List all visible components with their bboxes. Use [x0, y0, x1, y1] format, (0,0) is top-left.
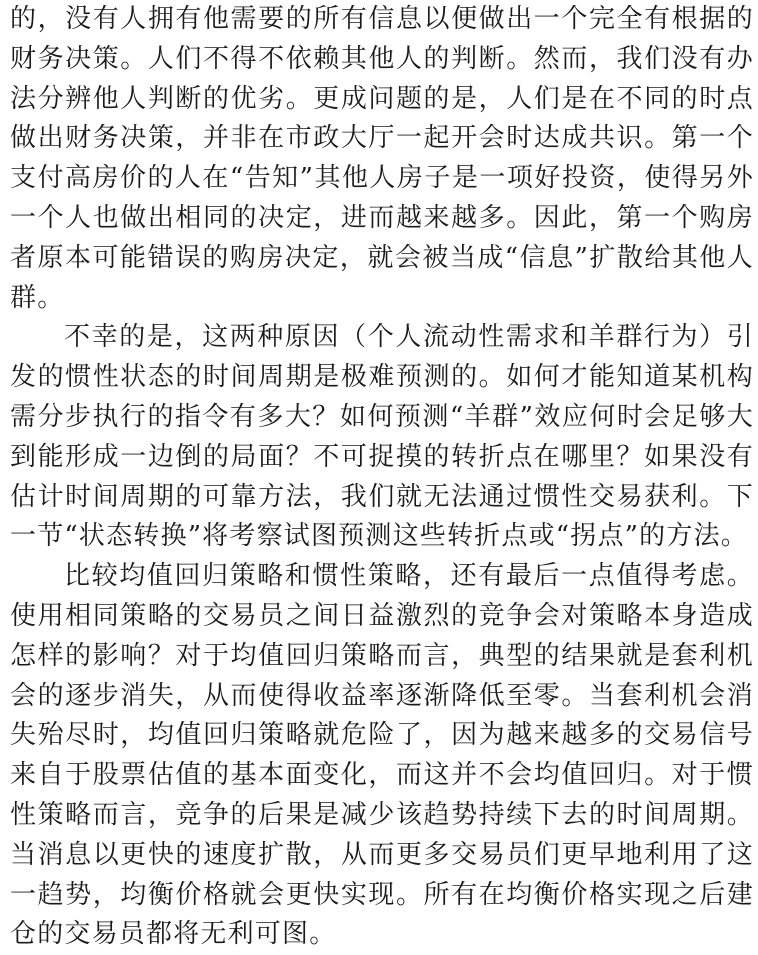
document-page — [10, 0, 754, 955]
paragraph-momentum-timing: 不幸的是，这两种原因（个人流动性需求和羊群行为）引发的惯性状态的时间周期是极难预测的。如何才能知道某机构需分步执行的指令有多大？如何预测“羊群”效应何时会足够大到能形成一边倒的局面？不可捉摸的转折点在哪里？如果没有估计时间周期的可靠方法，我们就无法通过惯性交易获利。下一节“状态转换”将考察试图预测这些转折点或“拐点”的方法。 — [10, 322, 754, 552]
paragraph-strategy-comparison: 比较均值回归策略和惯性策略，还有最后一点值得考虑。使用相同策略的交易员之间日益激烈的竞争会对策略本身造成怎样的影响？对于均值回归策略而言，典型的结果就是套利机会的逐步消失，从而使得收益率逐渐降低至零。当套利机会消失殆尽时，均值回归策略就危险了，因为越来越多的交易信号来自于股票估值的基本面变化，而这并不会均值回归。对于惯性策略而言，竞争的后果是减少该趋势持续下去的时间周期。当消息以更快的速度扩散，从而更多交易员们更早地利用了这一趋势，均衡价格就会更快实现。所有在均衡价格实现之后建仓的交易员都将无利可图。 — [10, 561, 754, 950]
paragraph-continuation: 的，没有人拥有他需要的所有信息以便做出一个完全有根据的财务决策。人们不得不依赖其他人的判断。然而，我们没有办法分辨他人判断的优劣。更成问题的是，人们是在不同的时点做出财务决策，并非在市政大厅一起开会时达成共识。第一个支付高房价的人在“告知”其他人房子是一项好投资，使得另外一个人也做出相同的决定，进而越来越多。因此，第一个购房者原本可能错误的购房决定，就会被当成“信息”扩散给其他人群。 — [10, 4, 754, 313]
